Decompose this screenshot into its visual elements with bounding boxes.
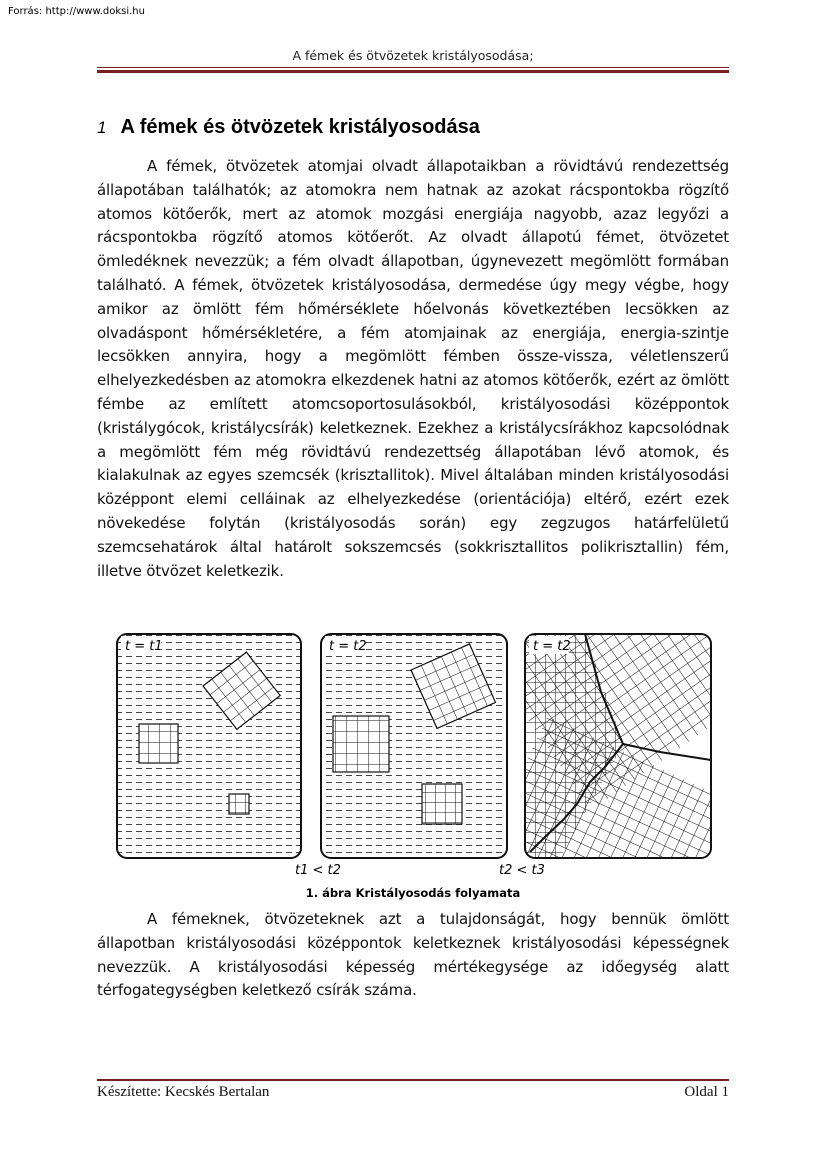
figure-caption: 1. ábra Kristályosodás folyamata [305,886,521,900]
panel-1 [117,634,301,858]
section-number: 1 [97,118,107,137]
section-heading [97,116,729,139]
footer-rule [97,1079,729,1081]
section-title: A fémek és ötvözetek kristályosodása [120,116,480,138]
paragraph-1: A fémek, ötvözetek atomjai olvadt állapotaikban a rövidtávú rendezettség állapotában találhatók; az atomokra nem hatnak az azokat rácspontokba rögzítő atomos kötőerők, mert az atomok mozgási energiája nagyobb, azaz legyőzi a rácspontokba rögzítő atomos kötőerőt. Az olvadt állapotú fémet, ötvözetet ömledéknek nevezzük; a fém olvadt állapotban, úgynevezett megömlött formában található. A fémek, ötvözetek kristályosodása, dermedése úgy megy végbe, hogy amikor az ömlött fém hőmérséklete hőelvonás következtében lecsökken az olvadáspont hőmérsékletére, a fém atomjainak az energiája, energia-szintje lecsökken annyira, hogy a megömlött fémben össze-vissza, véletlenszerű elhelyezkedésben az atomokra elkezdenek hatni az atomos kötőerők, ezért az ömlött fémbe az említett atomcsoportosulásokból, kristályosodási középpontok (kristálygócok, kristálycsírák) keletkeznek. Ezekhez a kristálycsírákhoz kapcsolódnak a megömlött fém még rövidtávú rendezettség állapotában lévő atomok, és kialakulnak az egyes szemcsék (krisztallitok). Mivel általában minden kristályosodási középpont elemi celláinak az elhelyezkedése (orientációja) eltérő, ezért ezek növekedése folytán (kristályosodás során) egy zegzugos határfelületű szemcsehatárok által határolt sokszemcsés (sokkrisztallitos polikrisztallin) fém, illetve ötvözet keletkezik. [97,157,729,580]
source-url: Forrás: http://www.doksi.hu [8,6,145,17]
crystal-grain-small [422,784,462,824]
time-relation-1: t1 < t2 [295,863,341,878]
footer-author: Készítette: Kecskés Bertalan [97,1084,270,1100]
panel-1-label: t = t1 [125,639,163,654]
panel-2-label: t = t2 [329,639,367,654]
panel-2 [321,634,507,858]
header-rule-thick [97,70,729,73]
footer-page-number: Oldal 1 [684,1084,729,1100]
panel-3 [476,632,715,880]
time-relation-2: t2 < t3 [499,863,545,878]
paragraph-2: A fémeknek, ötvözeteknek azt a tulajdonságát, hogy bennük ömlött állapotban kristályosodási középpontok keletkeznek kristályosodási képességnek nevezzük. A kristályosodási képesség mértékegysége az időegység alatt térfogategységben keletkező csírák száma. [97,910,729,1000]
running-header: A fémek és ötvözetek kristályosodása; [292,48,534,63]
header-rule [97,67,729,68]
crystal-nucleus-small [229,794,249,814]
panel-3-label: t = t2 [533,639,571,654]
crystal-nucleus-medium [139,724,178,763]
crystallization-figure [115,632,715,880]
crystal-grain-medium [333,716,389,772]
